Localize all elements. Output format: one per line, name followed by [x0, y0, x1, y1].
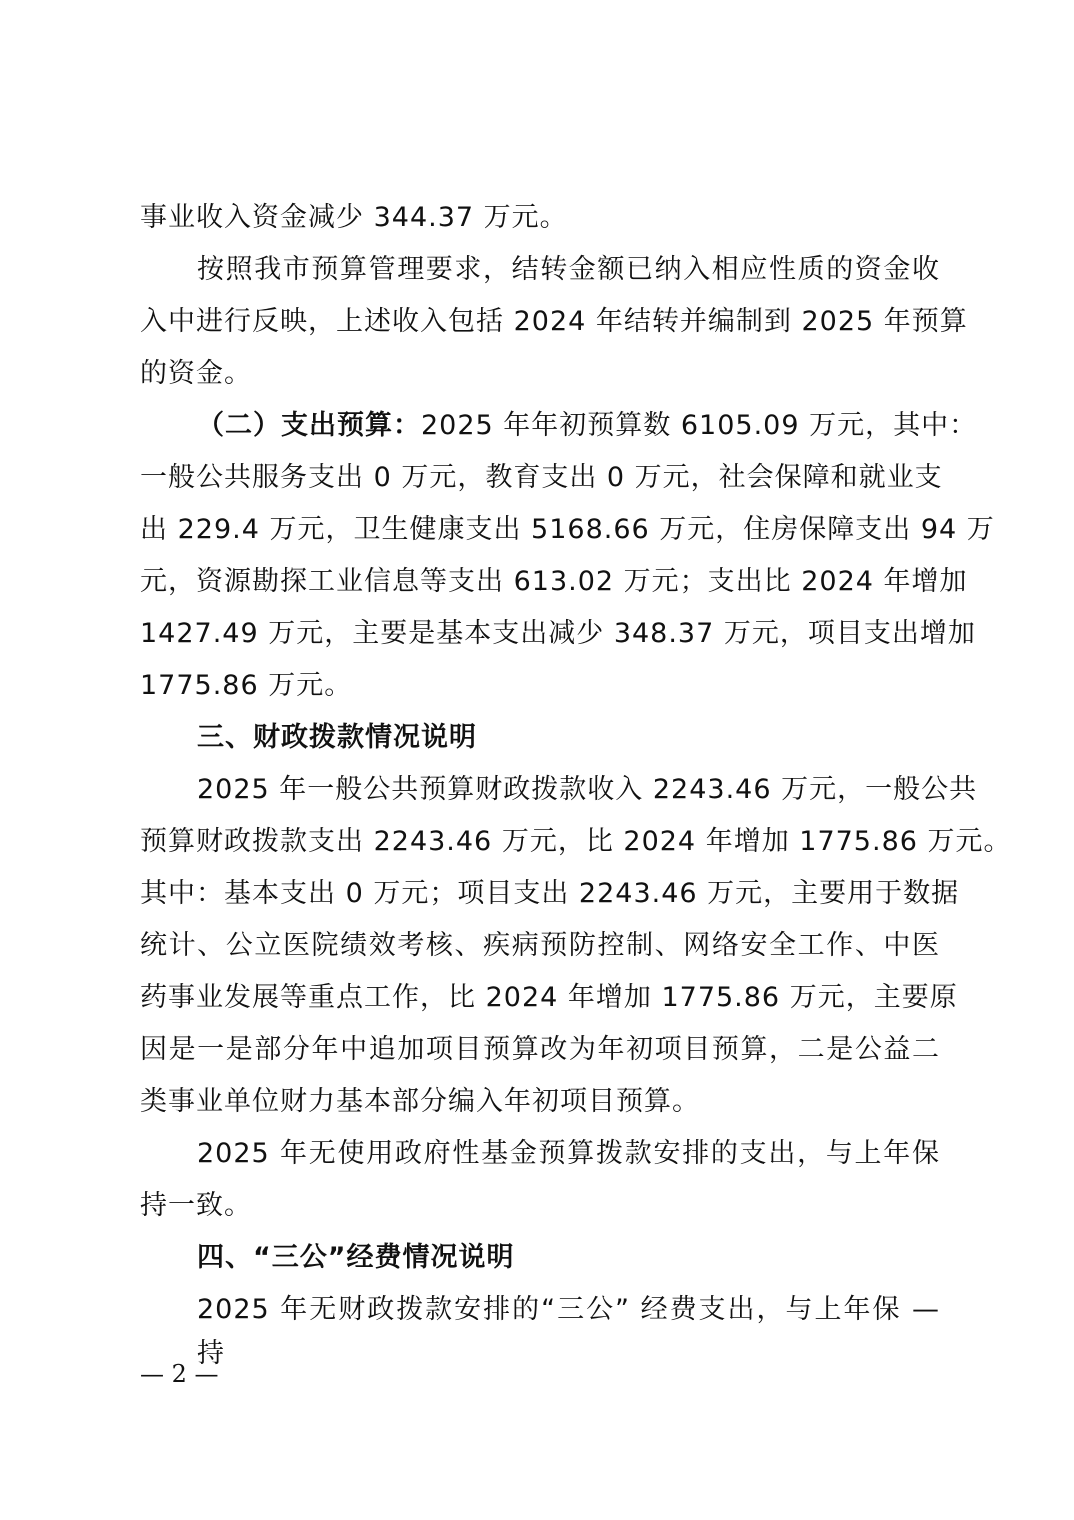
paragraph-line: 入中进行反映，上述收入包括 2024 年结转并编制到 2025 年预算: [140, 306, 968, 337]
paragraph-line: 因是一是部分年中追加项目预算改为年初项目预算，二是公益二: [140, 1034, 940, 1065]
paragraph-line: 出 229.4 万元，卫生健康支出 5168.66 万元，住房保障支出 94 万: [140, 514, 995, 545]
paragraph-line: 药事业发展等重点工作，比 2024 年增加 1775.86 万元，主要原: [140, 982, 958, 1013]
paragraph-line: 事业收入资金减少 344.37 万元。: [140, 202, 568, 233]
expenditure-paragraph-line: [197, 406, 978, 446]
paragraph-line: 元，资源勘探工业信息等支出 613.02 万元；支出比 2024 年增加: [140, 566, 968, 597]
paragraph-line: 类事业单位财力基本部分编入年初项目预算。: [140, 1086, 700, 1117]
paragraph-line: 1427.49 万元，主要是基本支出减少 348.37 万元，项目支出增加: [140, 618, 976, 649]
paragraph-line: 2025 年无使用政府性基金预算拨款安排的支出，与上年保: [197, 1138, 940, 1169]
section-heading-3: 三、财政拨款情况说明: [197, 722, 477, 753]
paragraph-line: 2025 年一般公共预算财政拨款收入 2243.46 万元，一般公共: [197, 774, 978, 805]
paragraph-line: 一般公共服务支出 0 万元，教育支出 0 万元，社会保障和就业支: [140, 462, 943, 493]
paragraph-line: 的资金。: [140, 358, 252, 389]
paragraph-line: 持: [197, 1338, 225, 1369]
paragraph-line: 1775.86 万元。: [140, 670, 353, 701]
paragraph-line: 2025 年无财政拨款安排的“三公” 经费支出，与上年保 —: [197, 1294, 940, 1325]
page-number: — 2 —: [140, 1360, 219, 1388]
paragraph-line: 其中：基本支出 0 万元；项目支出 2243.46 万元，主要用于数据: [140, 878, 960, 909]
paragraph-line: 持一致。: [140, 1190, 252, 1221]
paragraph-line: 按照我市预算管理要求，结转金额已纳入相应性质的资金收: [197, 254, 940, 285]
paragraph-line: 统计、公立医院绩效考核、疾病预防控制、网络安全工作、中医: [140, 930, 940, 961]
paragraph-line: 预算财政拨款支出 2243.46 万元，比 2024 年增加 1775.86 万元。: [140, 826, 1012, 857]
expenditure-intro: 2025 年年初预算数 6105.09 万元，其中：: [421, 410, 978, 441]
expenditure-heading: （二）支出预算：: [197, 410, 421, 441]
section-heading-4: 四、“三公”经费情况说明: [197, 1242, 515, 1273]
